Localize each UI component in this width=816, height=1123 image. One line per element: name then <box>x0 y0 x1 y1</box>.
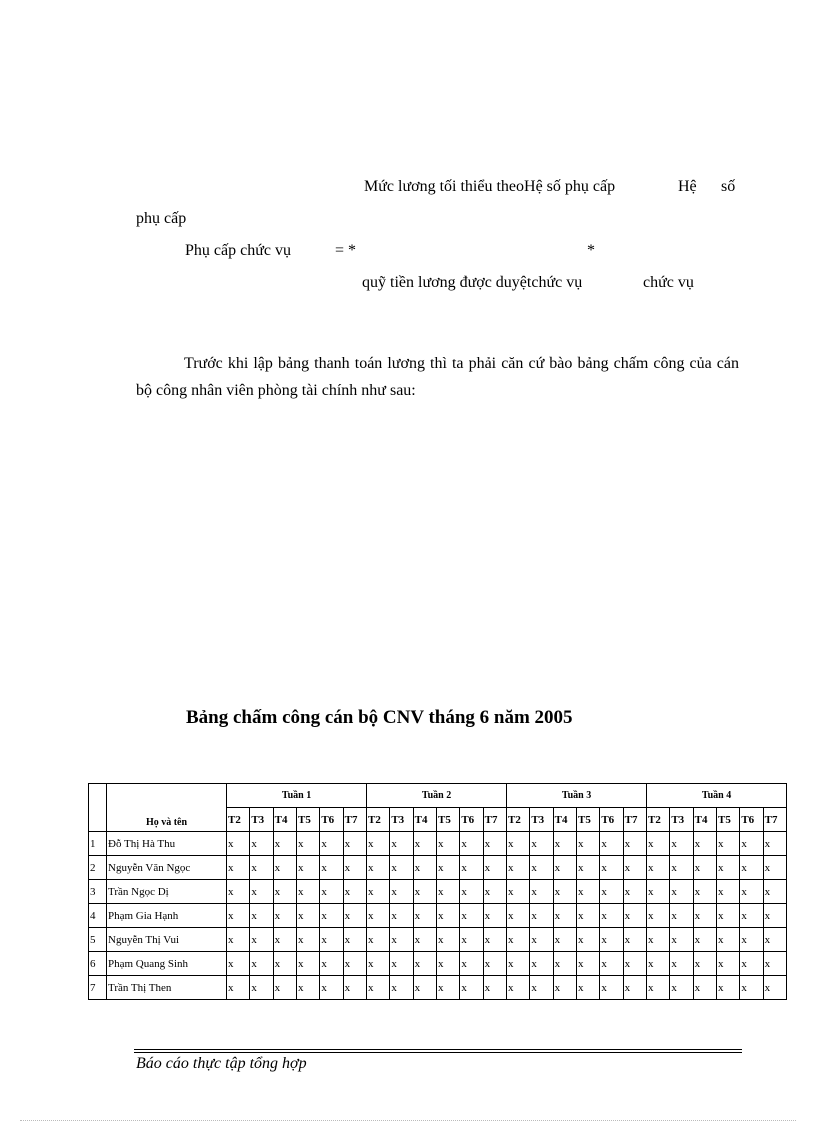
day-header: T4 <box>273 808 296 832</box>
attendance-mark: x <box>343 856 366 880</box>
attendance-mark: x <box>600 832 623 856</box>
day-header: T3 <box>390 808 413 832</box>
attendance-mark: x <box>600 904 623 928</box>
day-header: T7 <box>623 808 646 832</box>
attendance-mark: x <box>553 928 576 952</box>
attendance-mark: x <box>296 976 319 1000</box>
attendance-mark: x <box>716 976 739 1000</box>
attendance-mark: x <box>343 904 366 928</box>
formula-line-4: quỹ tiền lương được duyệtchức vụ <box>362 274 583 291</box>
body-paragraph <box>136 350 739 404</box>
day-header: T2 <box>507 808 530 832</box>
attendance-mark: x <box>367 880 390 904</box>
attendance-body <box>89 832 787 1000</box>
attendance-mark: x <box>273 880 296 904</box>
attendance-mark: x <box>250 904 273 928</box>
attendance-mark: x <box>250 928 273 952</box>
attendance-mark: x <box>367 952 390 976</box>
attendance-mark: x <box>693 856 716 880</box>
day-header: T4 <box>693 808 716 832</box>
day-header: T6 <box>320 808 343 832</box>
attendance-mark: x <box>296 904 319 928</box>
attendance-mark: x <box>413 928 436 952</box>
attendance-mark: x <box>250 832 273 856</box>
attendance-mark: x <box>227 904 250 928</box>
attendance-mark: x <box>576 904 599 928</box>
row-number: 4 <box>89 904 107 928</box>
attendance-mark: x <box>273 856 296 880</box>
attendance-mark: x <box>716 880 739 904</box>
attendance-mark: x <box>343 832 366 856</box>
formula-line-2: phụ cấp <box>136 210 187 227</box>
attendance-mark: x <box>763 856 786 880</box>
attendance-mark: x <box>600 880 623 904</box>
attendance-mark: x <box>716 856 739 880</box>
attendance-mark: x <box>530 880 553 904</box>
attendance-table <box>88 783 787 1000</box>
attendance-mark: x <box>460 880 483 904</box>
attendance-mark: x <box>413 880 436 904</box>
attendance-mark: x <box>553 904 576 928</box>
attendance-mark: x <box>273 832 296 856</box>
attendance-mark: x <box>576 976 599 1000</box>
attendance-mark: x <box>436 904 459 928</box>
attendance-mark: x <box>576 952 599 976</box>
attendance-mark: x <box>507 976 530 1000</box>
attendance-mark: x <box>670 952 693 976</box>
attendance-mark: x <box>343 952 366 976</box>
day-header: T6 <box>740 808 763 832</box>
attendance-mark: x <box>413 832 436 856</box>
attendance-mark: x <box>436 928 459 952</box>
attendance-mark: x <box>413 976 436 1000</box>
attendance-mark: x <box>483 880 506 904</box>
attendance-mark: x <box>647 880 670 904</box>
formula-lhs: Phụ cấp chức vụ <box>185 242 291 259</box>
attendance-mark: x <box>553 976 576 1000</box>
formula-line-4-b: chức vụ <box>643 274 694 291</box>
attendance-mark: x <box>740 976 763 1000</box>
attendance-mark: x <box>320 832 343 856</box>
footer-text: Báo cáo thực tập tổng hợp <box>136 1055 307 1072</box>
employee-name: Phạm Quang Sinh <box>107 952 227 976</box>
attendance-mark: x <box>320 904 343 928</box>
attendance-mark: x <box>693 832 716 856</box>
attendance-mark: x <box>623 832 646 856</box>
attendance-mark: x <box>647 856 670 880</box>
attendance-mark: x <box>716 832 739 856</box>
attendance-mark: x <box>600 928 623 952</box>
page-bottom-border <box>20 1120 796 1121</box>
attendance-mark: x <box>296 856 319 880</box>
attendance-mark: x <box>600 952 623 976</box>
attendance-mark: x <box>227 832 250 856</box>
employee-name: Trần Thị Then <box>107 976 227 1000</box>
attendance-mark: x <box>553 952 576 976</box>
attendance-mark: x <box>530 976 553 1000</box>
attendance-mark: x <box>716 952 739 976</box>
attendance-mark: x <box>320 952 343 976</box>
attendance-mark: x <box>413 952 436 976</box>
attendance-mark: x <box>296 928 319 952</box>
attendance-mark: x <box>320 928 343 952</box>
attendance-mark: x <box>647 952 670 976</box>
attendance-mark: x <box>623 928 646 952</box>
employee-name: Nguyễn Văn Ngọc <box>107 856 227 880</box>
attendance-mark: x <box>227 856 250 880</box>
attendance-mark: x <box>460 952 483 976</box>
attendance-mark: x <box>227 976 250 1000</box>
attendance-mark: x <box>623 976 646 1000</box>
attendance-mark: x <box>670 928 693 952</box>
attendance-mark: x <box>740 904 763 928</box>
attendance-mark: x <box>740 928 763 952</box>
attendance-mark: x <box>343 928 366 952</box>
attendance-mark: x <box>390 880 413 904</box>
attendance-mark: x <box>227 880 250 904</box>
attendance-mark: x <box>693 976 716 1000</box>
attendance-mark: x <box>693 952 716 976</box>
attendance-mark: x <box>390 952 413 976</box>
attendance-mark: x <box>367 856 390 880</box>
day-header: T5 <box>716 808 739 832</box>
attendance-mark: x <box>763 832 786 856</box>
row-number: 3 <box>89 880 107 904</box>
attendance-mark: x <box>600 856 623 880</box>
attendance-mark: x <box>693 880 716 904</box>
day-header: T7 <box>483 808 506 832</box>
attendance-mark: x <box>343 976 366 1000</box>
attendance-mark: x <box>296 832 319 856</box>
attendance-mark: x <box>390 976 413 1000</box>
footer-rule-bottom <box>134 1052 742 1053</box>
attendance-mark: x <box>250 880 273 904</box>
day-header: T7 <box>763 808 786 832</box>
attendance-mark: x <box>320 856 343 880</box>
attendance-mark: x <box>460 904 483 928</box>
week-header-row <box>89 784 787 808</box>
employee-name: Phạm Gia Hạnh <box>107 904 227 928</box>
attendance-mark: x <box>763 976 786 1000</box>
attendance-mark: x <box>436 880 459 904</box>
attendance-mark: x <box>436 832 459 856</box>
attendance-mark: x <box>273 952 296 976</box>
week-header: Tuần 3 <box>507 784 647 808</box>
attendance-mark: x <box>670 880 693 904</box>
attendance-mark: x <box>740 880 763 904</box>
attendance-mark: x <box>623 880 646 904</box>
attendance-mark: x <box>483 856 506 880</box>
attendance-mark: x <box>390 904 413 928</box>
attendance-mark: x <box>553 832 576 856</box>
attendance-mark: x <box>553 856 576 880</box>
attendance-mark: x <box>460 832 483 856</box>
day-header: T4 <box>553 808 576 832</box>
attendance-mark: x <box>530 856 553 880</box>
attendance-mark: x <box>740 832 763 856</box>
attendance-mark: x <box>670 976 693 1000</box>
attendance-mark: x <box>273 904 296 928</box>
attendance-mark: x <box>483 928 506 952</box>
attendance-mark: x <box>367 904 390 928</box>
formula-line-1: Mức lương tối thiểu theoHệ số phụ cấp <box>364 178 616 195</box>
attendance-mark: x <box>460 928 483 952</box>
day-header: T5 <box>436 808 459 832</box>
attendance-mark: x <box>460 976 483 1000</box>
day-header: T2 <box>367 808 390 832</box>
attendance-mark: x <box>507 928 530 952</box>
attendance-mark: x <box>507 856 530 880</box>
attendance-mark: x <box>436 856 459 880</box>
attendance-mark: x <box>740 856 763 880</box>
attendance-mark: x <box>390 856 413 880</box>
attendance-mark: x <box>600 976 623 1000</box>
attendance-mark: x <box>250 952 273 976</box>
attendance-mark: x <box>460 856 483 880</box>
attendance-mark: x <box>273 976 296 1000</box>
attendance-mark: x <box>273 928 296 952</box>
attendance-mark: x <box>413 904 436 928</box>
day-header: T2 <box>227 808 250 832</box>
attendance-mark: x <box>693 928 716 952</box>
attendance-mark: x <box>763 880 786 904</box>
attendance-mark: x <box>623 856 646 880</box>
attendance-mark: x <box>763 928 786 952</box>
row-number: 1 <box>89 832 107 856</box>
attendance-mark: x <box>507 904 530 928</box>
attendance-mark: x <box>227 928 250 952</box>
table-title: Bảng chấm công cán bộ CNV tháng 6 năm 2005 <box>186 707 573 728</box>
day-header: T7 <box>343 808 366 832</box>
formula-star: * <box>587 242 595 259</box>
day-header: T5 <box>576 808 599 832</box>
attendance-mark: x <box>296 880 319 904</box>
attendance-mark: x <box>436 952 459 976</box>
attendance-mark: x <box>623 952 646 976</box>
employee-name: Đỗ Thị Hà Thu <box>107 832 227 856</box>
attendance-mark: x <box>507 832 530 856</box>
attendance-mark: x <box>296 952 319 976</box>
attendance-mark: x <box>740 952 763 976</box>
attendance-mark: x <box>647 976 670 1000</box>
attendance-mark: x <box>647 928 670 952</box>
attendance-mark: x <box>763 904 786 928</box>
attendance-mark: x <box>716 904 739 928</box>
week-header: Tuần 1 <box>227 784 367 808</box>
day-header: T6 <box>460 808 483 832</box>
attendance-mark: x <box>670 832 693 856</box>
attendance-mark: x <box>647 832 670 856</box>
attendance-mark: x <box>647 904 670 928</box>
table-row <box>89 832 787 856</box>
formula-equals: = * <box>335 242 357 259</box>
attendance-mark: x <box>716 928 739 952</box>
attendance-mark: x <box>483 832 506 856</box>
attendance-mark: x <box>483 904 506 928</box>
attendance-mark: x <box>576 880 599 904</box>
footer-rule-top <box>134 1049 742 1050</box>
attendance-mark: x <box>367 928 390 952</box>
day-header: T6 <box>600 808 623 832</box>
employee-name: Trần Ngọc Dị <box>107 880 227 904</box>
day-header: T4 <box>413 808 436 832</box>
name-header: Họ và tên <box>107 784 227 832</box>
attendance-mark: x <box>320 880 343 904</box>
attendance-mark: x <box>367 976 390 1000</box>
attendance-mark: x <box>623 904 646 928</box>
index-header <box>89 784 107 832</box>
attendance-mark: x <box>390 832 413 856</box>
attendance-mark: x <box>507 952 530 976</box>
week-header: Tuần 4 <box>647 784 787 808</box>
attendance-mark: x <box>670 904 693 928</box>
row-number: 6 <box>89 952 107 976</box>
row-number: 5 <box>89 928 107 952</box>
formula-line-1-so: số <box>721 178 736 195</box>
table-row <box>89 952 787 976</box>
attendance-mark: x <box>763 952 786 976</box>
attendance-mark: x <box>530 832 553 856</box>
employee-name: Nguyễn Thị Vui <box>107 928 227 952</box>
day-header: T3 <box>250 808 273 832</box>
attendance-mark: x <box>343 880 366 904</box>
attendance-mark: x <box>507 880 530 904</box>
formula-line-1-he: Hệ <box>678 178 697 195</box>
attendance-mark: x <box>436 976 459 1000</box>
attendance-mark: x <box>530 952 553 976</box>
table-row <box>89 928 787 952</box>
attendance-mark: x <box>227 952 250 976</box>
day-header: T3 <box>530 808 553 832</box>
row-number: 7 <box>89 976 107 1000</box>
attendance-mark: x <box>390 928 413 952</box>
body-paragraph-text: Trước khi lập bảng thanh toán lương thì ta phải căn cứ bào bảng chấm công của cán bộ công nhân viên phòng tài chính như sau: <box>136 355 739 399</box>
attendance-mark: x <box>576 928 599 952</box>
attendance-mark: x <box>320 976 343 1000</box>
attendance-mark: x <box>670 856 693 880</box>
attendance-mark: x <box>576 832 599 856</box>
attendance-mark: x <box>483 976 506 1000</box>
attendance-mark: x <box>530 928 553 952</box>
attendance-mark: x <box>576 856 599 880</box>
row-number: 2 <box>89 856 107 880</box>
attendance-mark: x <box>367 832 390 856</box>
day-header: T3 <box>670 808 693 832</box>
table-row <box>89 856 787 880</box>
attendance-mark: x <box>553 880 576 904</box>
table-row <box>89 976 787 1000</box>
attendance-mark: x <box>483 952 506 976</box>
table-row <box>89 904 787 928</box>
attendance-mark: x <box>530 904 553 928</box>
attendance-mark: x <box>250 976 273 1000</box>
week-header: Tuần 2 <box>367 784 507 808</box>
attendance-mark: x <box>693 904 716 928</box>
attendance-mark: x <box>250 856 273 880</box>
table-row <box>89 880 787 904</box>
day-header: T2 <box>647 808 670 832</box>
day-header: T5 <box>296 808 319 832</box>
attendance-mark: x <box>413 856 436 880</box>
